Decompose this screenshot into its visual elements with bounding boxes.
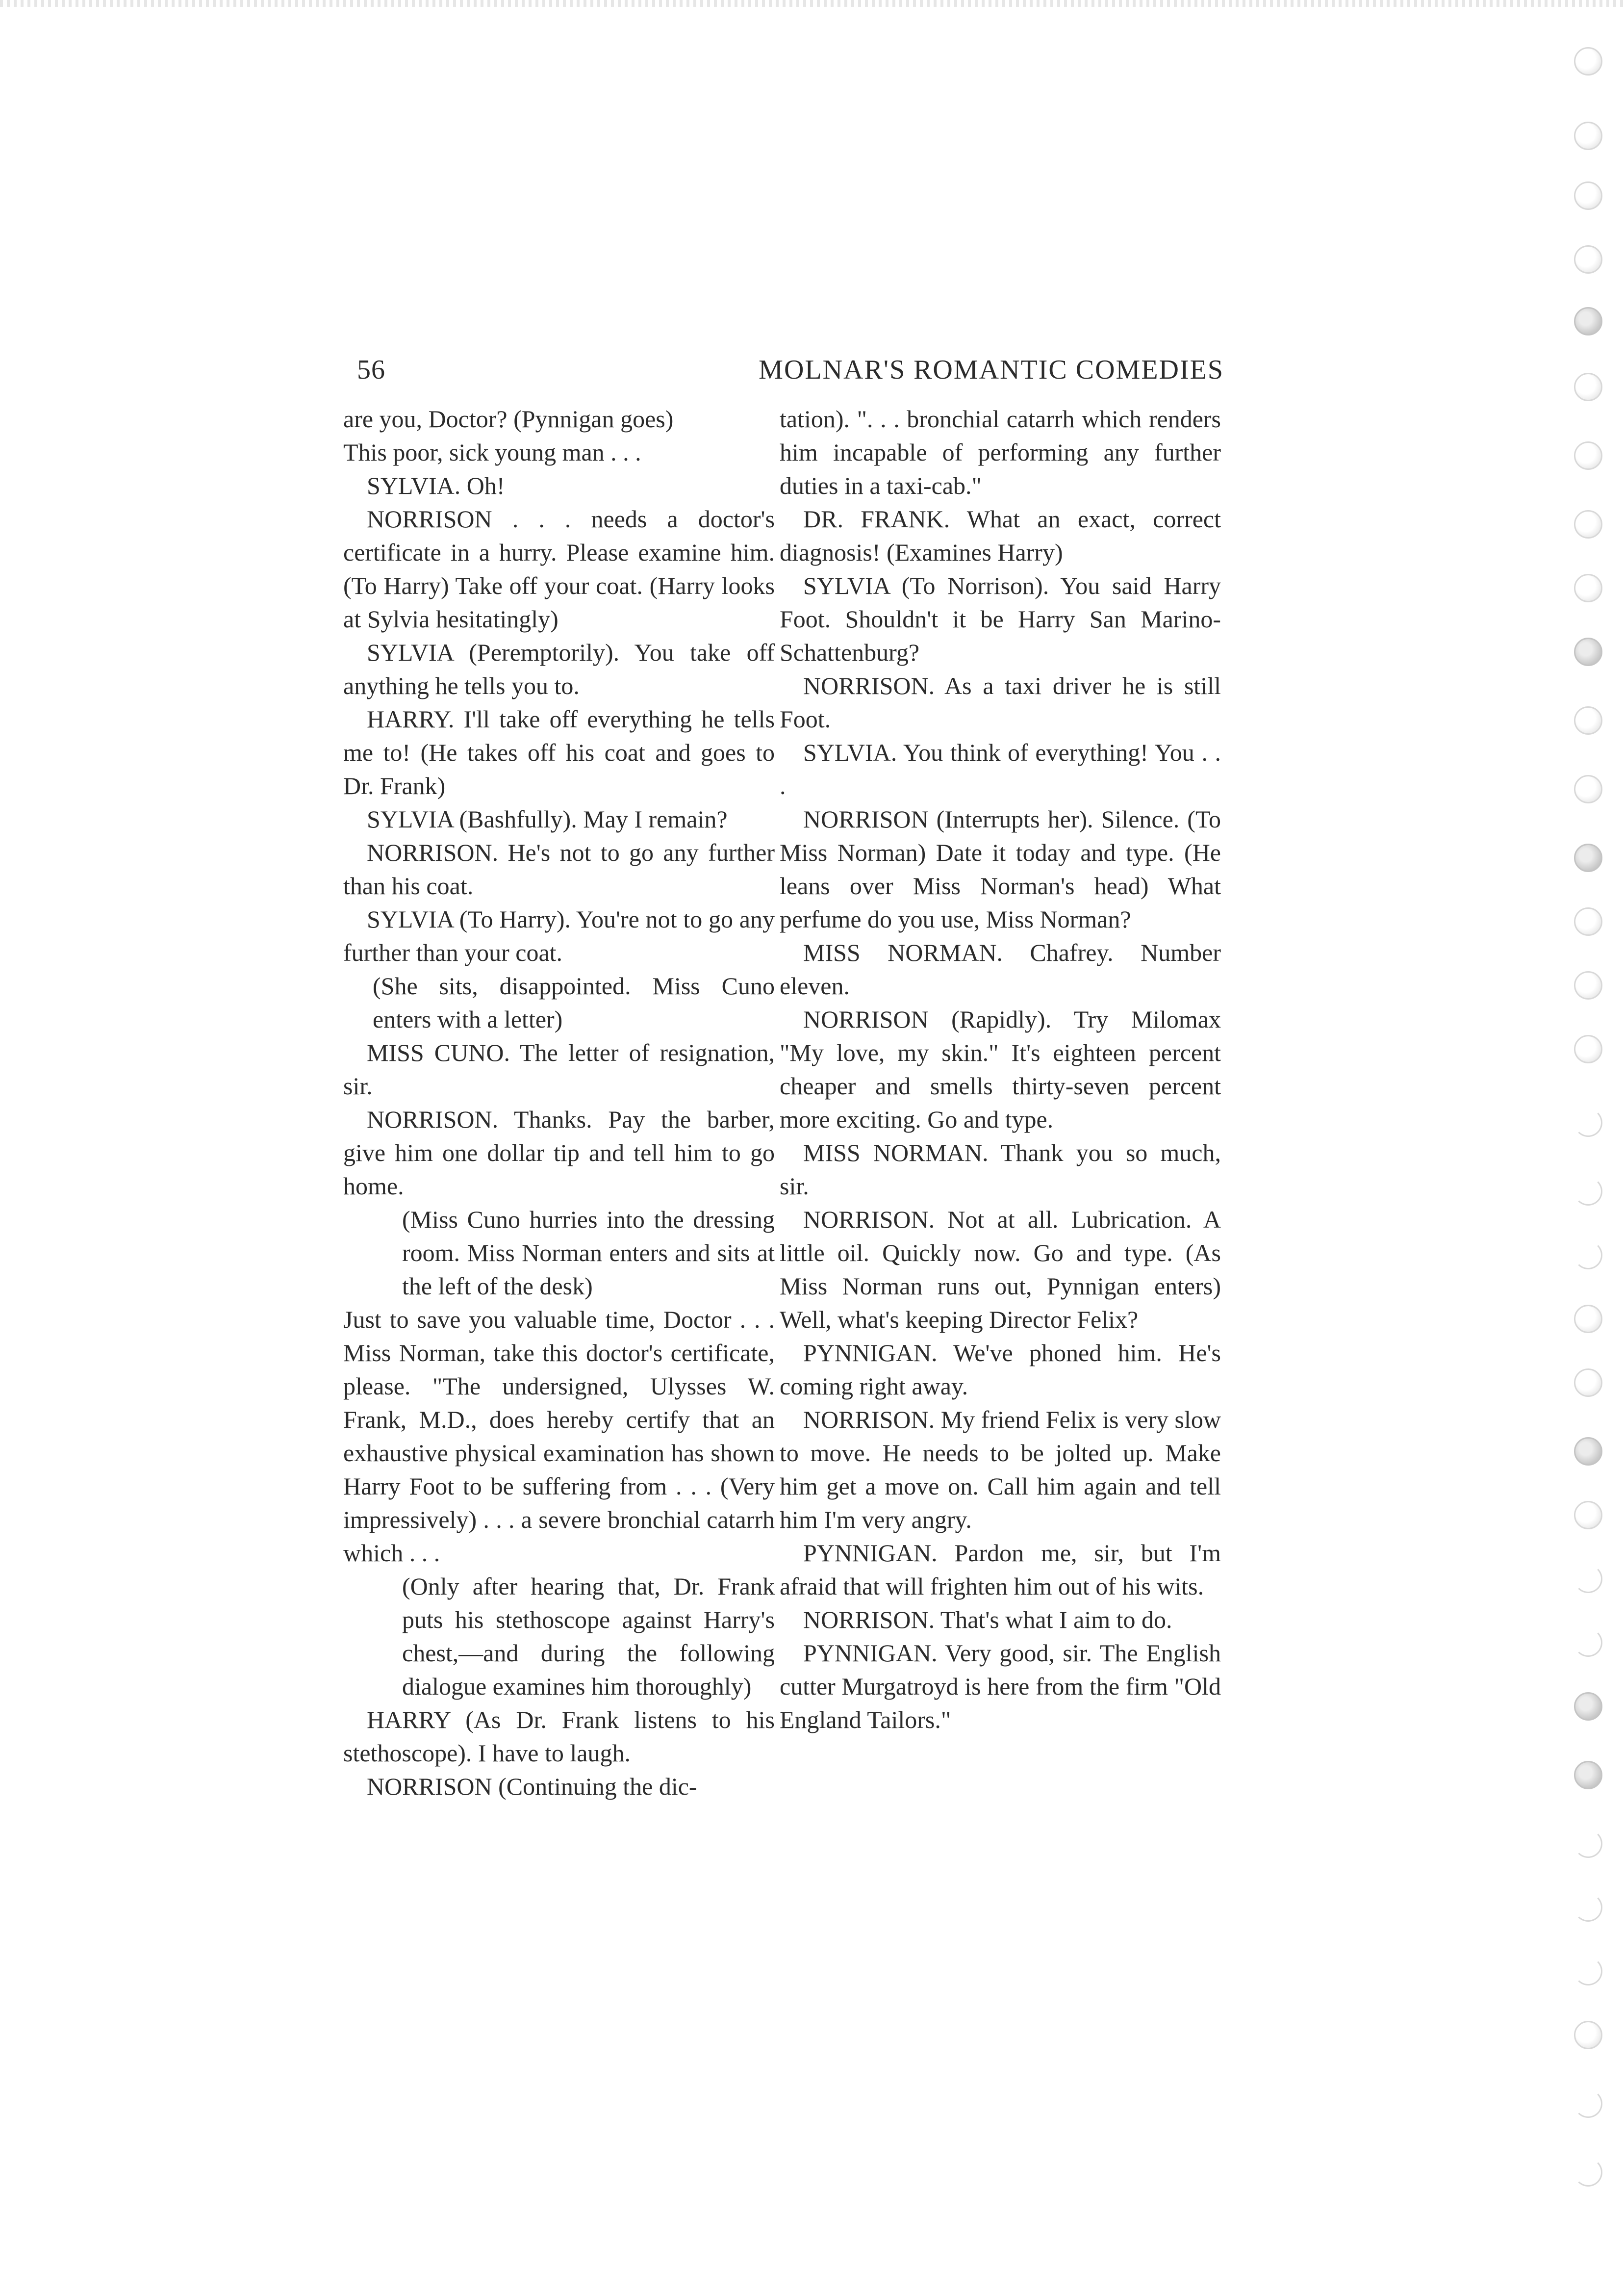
stage-direction: (Miss Cuno hurries into the dressing room. Miss Norman enters and sits at the left of the desk) (402, 1206, 775, 1300)
binder-hole-icon (1574, 844, 1602, 872)
binder-hole-icon (1574, 2158, 1602, 2187)
binder-hole-icon (1574, 1368, 1602, 1397)
paragraph: DR. FRANK. What an exact, correct diagnosis! (Examines Harry) (780, 505, 1221, 566)
paragraph: NORRISON (Rapidly). Try Milomax "My love, my skin." It's eighteen percent cheaper and smells thirty-seven percent more exciting. Go and type. (780, 1005, 1221, 1133)
running-title: MOLNAR'S ROMANTIC COMEDIES (759, 355, 1224, 385)
binder-hole-icon (1574, 2089, 1602, 2118)
binder-hole-icon (1574, 1830, 1602, 1858)
binder-hole-icon (1574, 47, 1602, 76)
binder-hole-icon (1574, 638, 1602, 666)
binder-hole-icon (1574, 1035, 1602, 1063)
binder-hole-icon (1574, 1565, 1602, 1593)
binder-hole-icon (1574, 971, 1602, 1000)
binder-hole-icon (1574, 441, 1602, 470)
binder-hole-icon (1574, 775, 1602, 803)
paragraph: SYLVIA (To Harry). You're not to go any further than your coat. (343, 905, 775, 966)
binder-hole-icon (1574, 122, 1602, 150)
paragraph: NORRISON (Continuing the dic- (367, 1773, 697, 1800)
paragraph: SYLVIA. Oh! (367, 472, 505, 499)
paragraph: MISS NORMAN. Chafrey. Number eleven. (780, 939, 1221, 1000)
binder-hole-icon (1574, 181, 1602, 210)
paragraph: NORRISON . . . needs a doctor's certificate in a hurry. Please examine him. (To Harry) Take off your coat. (Harry looks at Sylvia hesitatingly) (343, 505, 775, 633)
paragraph: NORRISON. Not at all. Lubrication. A little oil. Quickly now. Go and type. (As Miss Norman runs out, Pynnigan enters) Well, what's keeping Director Felix? (780, 1206, 1221, 1333)
binder-hole-icon (1574, 574, 1602, 602)
paragraph: PYNNIGAN. We've phoned him. He's coming right away. (780, 1339, 1221, 1400)
paragraph: NORRISON. My friend Felix is very slow to move. He needs to be jolted up. Make him get a move on. Call him again and tell him I'm very angry. (780, 1406, 1221, 1533)
paragraph: SYLVIA. You think of everything! You . . . (780, 739, 1221, 799)
binder-hole-icon (1574, 1108, 1602, 1137)
paragraph: SYLVIA (Peremptorily). You take off anything he tells you to. (343, 639, 775, 699)
paragraph: tation). ". . . bronchial catarrh which renders him incapable of performing any further duties in a taxi-cab." (780, 405, 1221, 499)
binder-hole-icon (1574, 1437, 1602, 1466)
paragraph: are you, Doctor? (Pynnigan goes) (343, 405, 674, 433)
binder-hole-icon (1574, 510, 1602, 539)
paragraph: SYLVIA (Bashfully). May I remain? (367, 805, 728, 833)
binder-hole-icon (1574, 1305, 1602, 1333)
paragraph: NORRISON. He's not to go any further than his coat. (343, 839, 775, 900)
binder-hole-icon (1574, 1692, 1602, 1721)
binder-hole-icon (1574, 1893, 1602, 1922)
paragraph: NORRISON. As a taxi driver he is still Foot. (780, 672, 1221, 733)
binder-hole-icon (1574, 373, 1602, 401)
paragraph: PYNNIGAN. Pardon me, sir, but I'm afraid that will frighten him out of his wits. (780, 1539, 1221, 1600)
binder-hole-icon (1574, 2021, 1602, 2049)
binder-hole-icon (1574, 307, 1602, 335)
binder-hole-icon (1574, 1241, 1602, 1269)
paragraph: MISS CUNO. The letter of resignation, sir. (343, 1039, 775, 1100)
binder-hole-icon (1574, 1957, 1602, 1985)
binder-hole-icon (1574, 907, 1602, 936)
binder-hole-icon (1574, 1628, 1602, 1657)
paragraph: Just to save you valuable time, Doctor . . . Miss Norman, take this doctor's certificate, please. "The undersigned, Ulysses W. Frank, M.D., does hereby certify that an exhaustive physical examination has shown Harry Foot to be suffering from . . . (Very impressively) . . . a severe bronchial catarrh which . . . (343, 1306, 775, 1567)
left-column (343, 402, 775, 1803)
paragraph: MISS NORMAN. Thank you so much, sir. (780, 1139, 1221, 1200)
stage-direction: (She sits, disappointed. Miss Cuno enters with a letter) (373, 972, 775, 1033)
binder-hole-icon (1574, 1501, 1602, 1529)
binder-hole-icon (1574, 1761, 1602, 1789)
paragraph: NORRISON. That's what I aim to do. (803, 1606, 1172, 1633)
paragraph: NORRISON. Thanks. Pay the barber, give him one dollar tip and tell him to go home. (343, 1106, 775, 1200)
page-header (357, 354, 1224, 393)
paragraph: This poor, sick young man . . . (343, 438, 641, 466)
binder-hole-icon (1574, 1177, 1602, 1206)
paragraph: HARRY. I'll take off everything he tells me to! (He takes off his coat and goes to Dr. Frank) (343, 705, 775, 799)
paragraph: PYNNIGAN. Very good, sir. The English cutter Murgatroyd is here from the firm "Old England Tailors." (780, 1639, 1221, 1733)
paragraph: NORRISON (Interrupts her). Silence. (To Miss Norman) Date it today and type. (He leans over Miss Norman's head) What perfume do you use, Miss Norman? (780, 805, 1221, 933)
paragraph: HARRY (As Dr. Frank listens to his stethoscope). I have to laugh. (343, 1706, 775, 1767)
right-column (780, 402, 1221, 1736)
paragraph: SYLVIA (To Norrison). You said Harry Foot. Shouldn't it be Harry San Marino-Schattenburg? (780, 572, 1221, 666)
binder-hole-icon (1574, 706, 1602, 735)
stage-direction: (Only after hearing that, Dr. Frank puts his stethoscope against Harry's chest,—and during the following dialogue examines him thoroughly) (402, 1572, 775, 1700)
binder-hole-icon (1574, 245, 1602, 274)
page-number: 56 (357, 355, 385, 385)
scan-edge-noise (0, 0, 1624, 7)
